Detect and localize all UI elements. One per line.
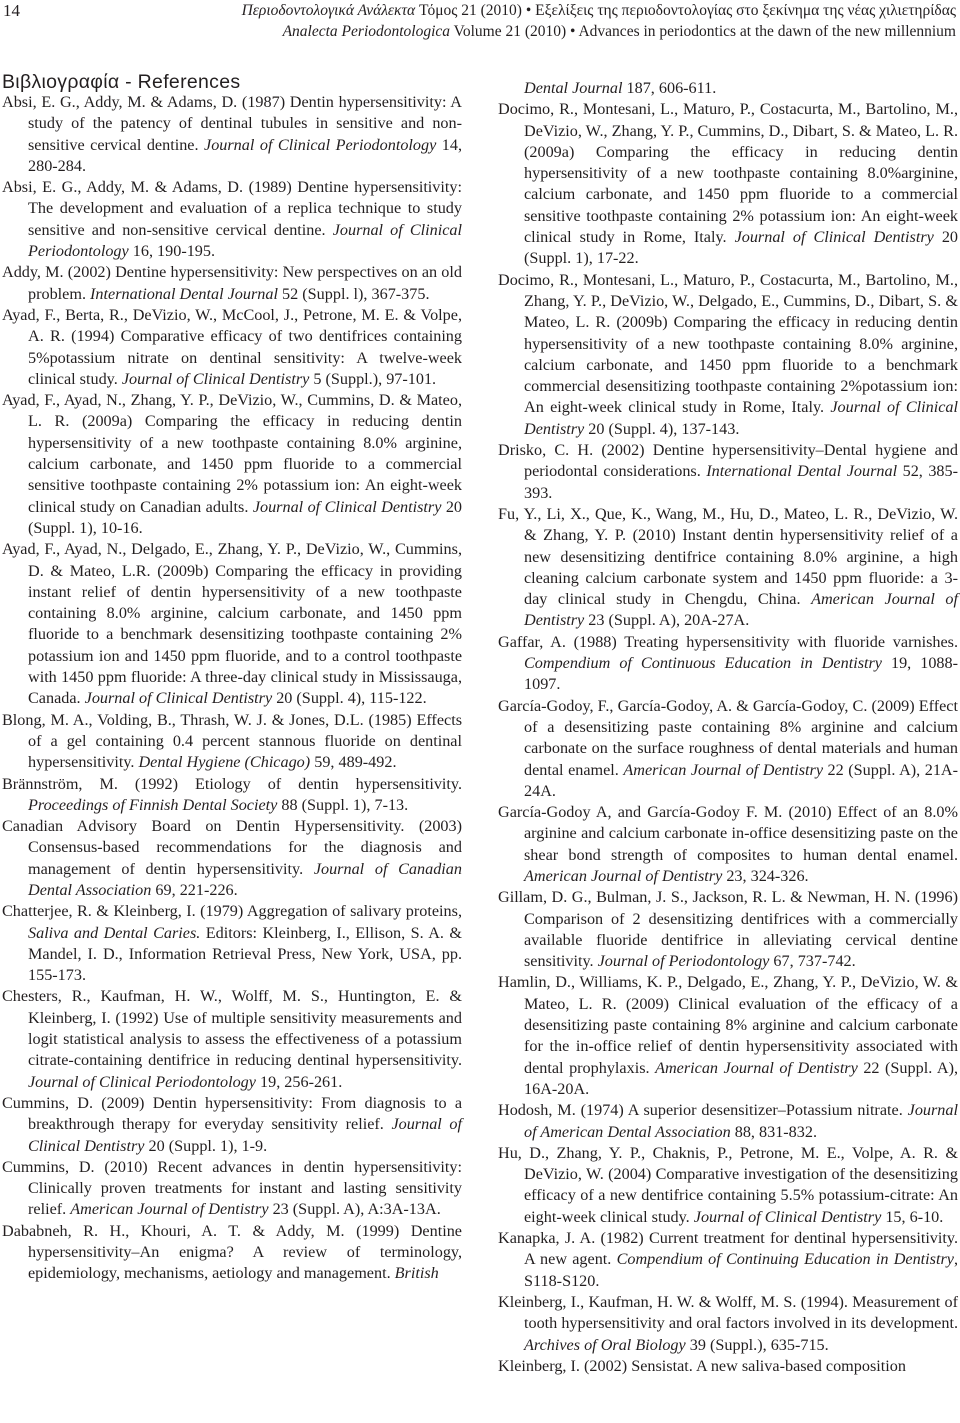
reference-item: Cummins, D. (2010) Recent advances in dentin hypersensitivity: Clinically proven treatments for instant and lasting sensitivity relief. American Journal of Dentistry 23 (Suppl. A), A:3A-13A. [2, 1157, 462, 1219]
reference-item: Hodosh, M. (1974) A superior desensitizer–Potassium nitrate. Journal of American Dental Association 88, 831-832. [498, 1101, 958, 1141]
reference-item: Kleinberg, I., Kaufman, H. W. & Wolff, M. S. (1994). Measurement of tooth hypersensitivity and oral factors involved in its development. Archives of Oral Biology 39 (Suppl.), 635-715. [498, 1292, 958, 1354]
reference-item: García-Godoy A, and García-Godoy F. M. (2010) Effect of an 8.0% arginine and calcium carbonate in-office desensitizing paste on the shear bond strength of composites to human dental enamel. American Journal of Dentistry 23, 324-326. [498, 803, 958, 885]
journal-greek-volume: Τόμος 21 (2010) • Εξελίξεις της περιοδοντολογίας στο ξεκίνημα της νέας χιλιετηρίδας [419, 2, 956, 19]
reference-item: Chesters, R., Kaufman, H. W., Wolff, M. S., Huntington, E. & Kleinberg, I. (1992) Use of multiple sensitivity measurements and logit statistical analysis to assess the effectiveness of a potassium citrate-containing dentifrice in reducing dentinal hypersensitivity. Journal of Clinical Periodontology 19, 256-261. [2, 987, 462, 1091]
header-english-line [283, 21, 956, 42]
reference-item: García-Godoy, F., García-Godoy, A. & García-Godoy, C. (2009) Effect of a desensitizing paste containing 8% arginine and calcium carbonate on the surface roughness of dental materials and human dental enamel. American Journal of Dentistry 22 (Suppl. A), 21A-24A. [498, 696, 959, 800]
references-heading: Βιβλιογραφία - References [2, 71, 241, 93]
header-greek-line [242, 0, 956, 21]
reference-item: Kleinberg, I. (2002) Sensistat. A new saliva-based composition [498, 1356, 906, 1375]
reference-item: Chatterjee, R. & Kleinberg, I. (1979) Aggregation of salivary proteins, Saliva and Dental Caries. Editors: Kleinberg, I., Ellison, S. A. & Mandel, I. D., Information Retrieval Press, New York, USA, pp. 155-173. [2, 902, 462, 985]
reference-item: Ayad, F., Ayad, N., Zhang, Y. P., DeVizio, W., Cummins, D. & Mateo, L. R. (2009a) Comparing the efficacy in reducing dentin hypersensitivity of a new toothpaste containing 8.0% arginine, calcium carbonate, and 1450 ppm fluoride to a commercial sensitive toothpaste containing 2% potassium ion: An eight-week clinical study on Canadian adults. Journal of Clinical Dentistry 20 (Suppl. 1), 10-16. [2, 391, 463, 537]
reference-item: Docimo, R., Montesani, L., Maturo, P., Costacurta, M., Bartolino, M., Zhang, Y. P., DeVizio, W., Delgado, E., Cummins, D., Dibart, S. & Mateo, L. R. (2009b) Comparing the efficacy in reducing dentin hypersensitivity of a new toothpaste containing 8.0% arginine, calcium carbonate, and 1450 ppm fluoride to a benchmark commercial desensitizing toothpaste containing 2%potassium ion: An eight-week clinical study in Rome, Italy. Journal of Clinical Dentistry 20 (Suppl. 4), 137-143. [498, 270, 959, 438]
journal-english-volume: Volume 21 (2010) • Advances in periodontics at the dawn of the new millennium [453, 23, 956, 40]
reference-item: Fu, Y., Li, X., Que, K., Wang, M., Hu, D., Mateo, L. R., DeVizio, W. & Zhang, Y. P. (2010) Instant dentin hypersensitivity relief of a new desensitizing dentifrice containing 8.0% arginine, a high cleaning calcium carbonate system and 1450 ppm fluoride: a 3-day clinical study in Chengdu, China. American Journal of Dentistry 23 (Suppl. A), 20A-27A. [498, 504, 958, 630]
reference-item: Addy, M. (2002) Dentine hypersensitivity: New perspectives on an old problem. International Dental Journal 52 (Suppl. l), 367-375. [2, 263, 462, 303]
reference-item: Ayad, F., Ayad, N., Delgado, E., Zhang, Y. P., DeVizio, W., Cummins, D. & Mateo, L.R. (2009b) Comparing the efficacy in providing instant relief of dentin hypersensitivity of a new toothpaste containing 8.0% arginine, calcium carbonate, and 1450 ppm fluoride to a benchmark desensitizing toothpaste containing 2% potassium ion and 1450 ppm fluoride, and to a control toothpaste with 1450 ppm fluoride: A three-day clinical study in Mississauga, Canada. Journal of Clinical Dentistry 20 (Suppl. 4), 115-122. [2, 540, 462, 708]
reference-item: Drisko, C. H. (2002) Dentine hypersensitivity–Dental hygiene and periodontal considerations. International Dental Journal 52, 385-393. [498, 441, 959, 502]
reference-item-continued: Dental Journal 187, 606-611. [524, 79, 717, 97]
reference-item: Kanapka, J. A. (1982) Current treatment for dentinal hypersensitivity. A new agent. Compendium of Continuing Education in Dentistry, S118-S120. [498, 1229, 958, 1290]
references-left-column [2, 92, 462, 1285]
reference-item: Hamlin, D., Williams, K. P., Delgado, E., Zhang, Y. P., DeVizio, W. & Mateo, L. R. (2009) Clinical evaluation of the efficacy of a desensitizing paste containing 8% arginine and calcium carbonate for the in-office relief of dentin hypersensitivity associated with dental prophylaxis. American Journal of Dentistry 22 (Suppl. A), 16A-20A. [498, 973, 959, 1098]
page-header [0, 0, 960, 46]
reference-item: Blong, M. A., Volding, B., Thrash, W. J. & Jones, D.L. (1985) Effects of a gel containing 0.4 percent stannous fluoride on dentinal hypersensitivity. Dental Hygiene (Chicago) 59, 489-492. [2, 710, 462, 772]
references-right-column [498, 78, 958, 1377]
reference-item: Absi, E. G., Addy, M. & Adams, D. (1989) Dentine hypersensitivity: The development and evaluation of a replica technique to study sensitive and non-sensitive cervical dentine. Journal of Clinical Periodontology 16, 190-195. [2, 178, 462, 261]
reference-item: Dababneh, R. H., Khouri, A. T. & Addy, M. (1999) Dentine hypersensitivity–An enigma? A review of terminology, epidemiology, mechanisms, aetiology and management. British [2, 1221, 462, 1283]
reference-item: Ayad, F., Berta, R., DeVizio, W., McCool, J., Petrone, M. E. & Volpe, A. R. (1994) Comparative efficacy of two dentifrices containing 5%potassium nitrate on dentinal sensitivity: A twelve-week clinical study. Journal of Clinical Dentistry 5 (Suppl.), 97-101. [2, 305, 462, 388]
reference-item: Canadian Advisory Board on Dentin Hypersensitivity. (2003) Consensus-based recommendations for the diagnosis and management of dentin hypersensitivity. Journal of Canadian Dental Association 69, 221-226. [2, 817, 462, 899]
journal-greek-prefix: Περιοδοντολογικά Ανάλεκτα [241, 2, 416, 19]
reference-item: Absi, E. G., Addy, M. & Adams, D. (1987) Dentin hypersensitivity: A study of the patency of dentinal tubules in sensitive and non-sensitive cervical dentine. Journal of Clinical Periodontology 14, 280-284. [2, 93, 462, 175]
reference-item: Hu, D., Zhang, Y. P., Chaknis, P., Petrone, M. E., Volpe, A. R. & DeVizio, W. (2004) Comparative investigation of the desensitizing efficacy of a new dentifrice containing 5.5% potassium-citrate: An eight-week clinical study. Journal of Clinical Dentistry 15, 6-10. [498, 1143, 958, 1226]
page-number: 14 [3, 1, 20, 20]
reference-item: Gaffar, A. (1988) Treating hypersensitivity with fluoride varnishes. Compendium of Continuous Education in Dentistry 19, 1088-1097. [498, 632, 958, 694]
reference-item: Cummins, D. (2009) Dentin hypersensitivity: From diagnosis to a breakthrough therapy for everyday sensitivity relief. Journal of Clinical Dentistry 20 (Suppl. 1), 1-9. [2, 1093, 462, 1155]
reference-item: Docimo, R., Montesani, L., Maturo, P., Costacurta, M., Bartolino, M., DeVizio, W., Zhang, Y. P., Cummins, D., Dibart, S. & Mateo, L. R. (2009a) Comparing the efficacy in reducing dentin hypersensitivity of a new toothpaste containing 8.0%arginine, calcium carbonate, and 1450 ppm fluoride to a commercial sensitive toothpaste containing 2% potassium ion: An eight-week clinical study in Rome, Italy. Journal of Clinical Dentistry 20 (Suppl. 1), 17-22. [498, 100, 959, 268]
reference-item: Brännström, M. (1992) Etiology of dentin hypersensitivity. Proceedings of Finnish Dental Society 88 (Suppl. 1), 7-13. [2, 774, 462, 814]
reference-item: Gillam, D. G., Bulman, J. S., Jackson, R. L. & Newman, H. N. (1996) Comparison of 2 desensitizing dentifrices with a commercially available fluoride dentifrice in alleviating cervical dentine sensitivity. Journal of Periodontology 67, 737-742. [498, 888, 958, 971]
journal-english-name: Analecta Periodontologica [282, 23, 451, 40]
